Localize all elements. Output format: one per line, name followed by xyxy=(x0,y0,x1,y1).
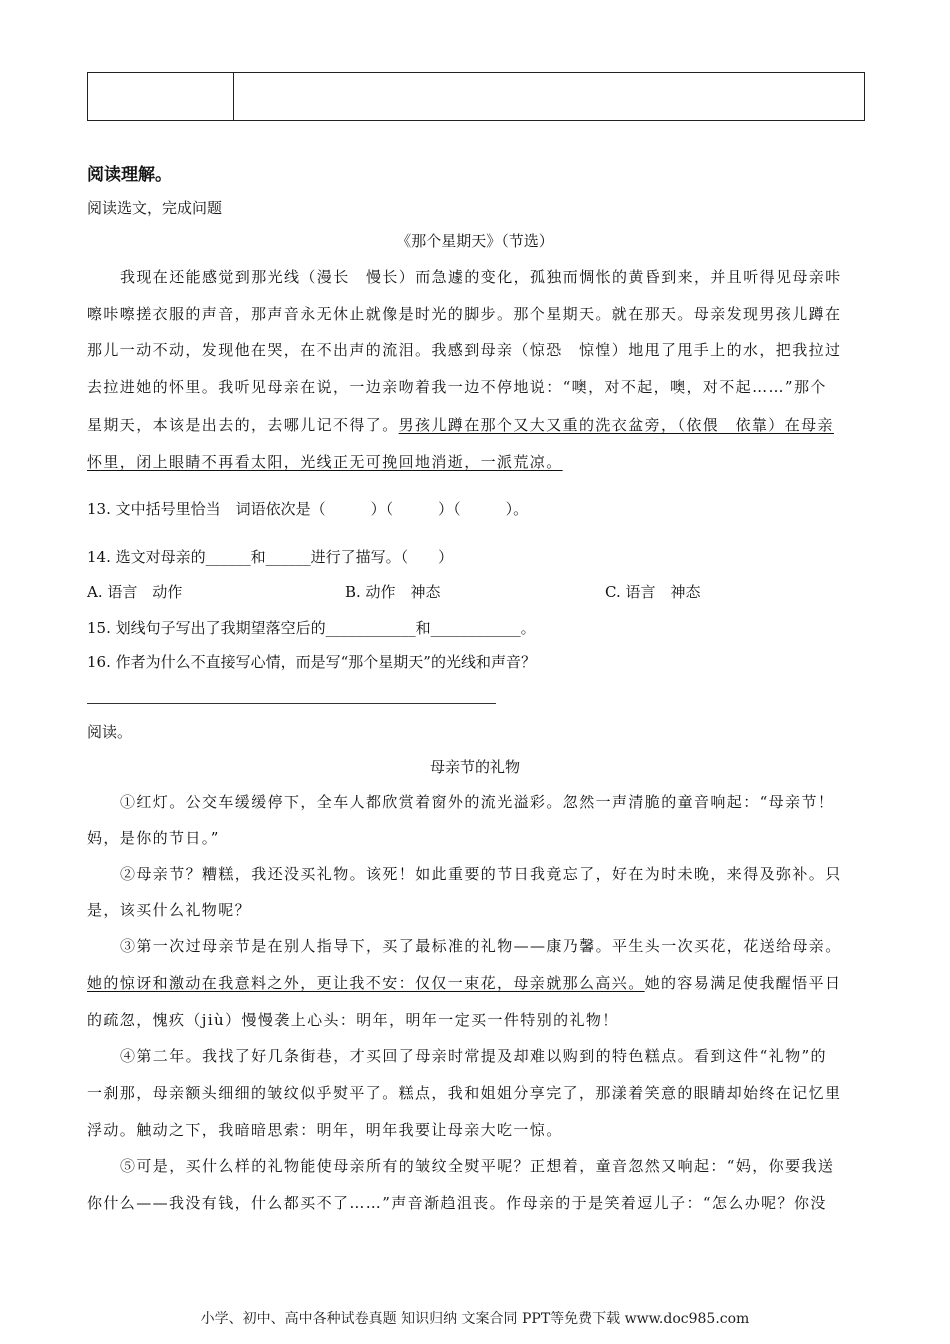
passage1-underlined-sentence-b: 怀里，闭上眼睛不再看太阳，光线正无可挽回地消逝，一派荒凉。 xyxy=(87,453,563,471)
passage1-title: 《那个星期天》（节选） xyxy=(396,232,554,250)
answer-line xyxy=(87,703,496,704)
passage1-line-1: 我现在还能感觉到那光线（漫长 慢长）而急遽的变化，孤独而惆怅的黄昏到来，并且听得见母亲咔 xyxy=(120,268,842,286)
question-14-option-c: C. 语言 神态 xyxy=(605,583,701,601)
passage2-p1-line-1: ①红灯。公交车缓缓停下，全车人都欣赏着窗外的流光溢彩。忽然一声清脆的童音响起：“母亲节！ xyxy=(120,793,835,811)
passage1-instruction: 阅读选文，完成问题 xyxy=(87,199,223,217)
question-13: 13. 文中括号里恰当 词语依次是（ ）（ ）（ ）。 xyxy=(87,500,529,518)
passage2-p3-line-2-plain: 她的容易满足使我醒悟平日 xyxy=(644,974,842,992)
passage1-line-5-plain: 星期天，本该是出去的，去哪儿记不得了。 xyxy=(87,416,399,434)
question-16: 16. 作者为什么不直接写心情，而是写“那个星期天”的光线和声音？ xyxy=(87,653,536,671)
passage2-title: 母亲节的礼物 xyxy=(429,758,520,776)
question-15: 15. 划线句子写出了我期望落空后的____________和____________。 xyxy=(87,619,536,637)
passage1-line-5 xyxy=(87,414,834,435)
passage2-p2-line-2: 是，该买什么礼物呢？ xyxy=(87,901,252,919)
table-cell-left xyxy=(88,73,234,121)
question-14-option-a: A. 语言 动作 xyxy=(87,583,183,601)
passage2-underlined-sentence: 她的惊讶和激动在我意料之外，更让我不安：仅仅一束花，母亲就那么高兴。 xyxy=(87,974,645,992)
passage1-line-4: 去拉进她的怀里。我听见母亲在说，一边亲吻着我一边不停地说：“噢，对不起，噢，对不起……”那个 xyxy=(87,378,827,396)
passage2-p3-line-2 xyxy=(87,972,841,993)
passage2-p1-line-2: 妈，是你的节日。” xyxy=(87,829,220,847)
question-14-option-b: B. 动作 神态 xyxy=(345,583,441,601)
table-cell-right xyxy=(234,73,865,121)
passage2-p2-line-1: ②母亲节？糟糕，我还没买礼物。该死！如此重要的节日我竟忘了，好在为时未晚，来得及弥补。只 xyxy=(120,865,842,883)
answer-table xyxy=(87,72,865,121)
passage2-p5-line-2: 你什么——我没有钱，什么都买不了……”声音渐趋沮丧。作母亲的于是笑着逗儿子：“怎么办呢？你没 xyxy=(87,1194,827,1212)
passage2-p4-line-2: 一刹那，母亲额头细细的皱纹似乎熨平了。糕点，我和姐姐分享完了，那漾着笑意的眼睛却始终在记忆里 xyxy=(87,1084,842,1102)
passage2-p4-line-3: 浮动。触动之下，我暗暗思索：明年，明年我要让母亲大吃一惊。 xyxy=(87,1121,563,1139)
passage2-p4-line-1: ④第二年。我找了好几条街巷，才买回了母亲时常提及却难以购到的特色糕点。看到这件“礼物”的 xyxy=(120,1047,827,1065)
question-14: 14. 选文对母亲的______和______进行了描写。（ ） xyxy=(87,548,454,566)
passage2-p3-line-1: ③第一次过母亲节是在别人指导下，买了最标准的礼物——康乃馨。平生头一次买花，花送给母亲。 xyxy=(120,937,842,955)
passage2-instruction: 阅读。 xyxy=(87,723,133,741)
passage2-p3-line-3: 的疏忽，愧疚（jiù）慢慢袭上心头：明年，明年一定买一件特别的礼物！ xyxy=(87,1011,619,1029)
section-heading: 阅读理解。 xyxy=(87,165,172,185)
passage1-line-3: 那儿一动不动，发现他在哭，在不出声的流泪。我感到母亲（惊恐 惊惶）地甩了甩手上的水，把我拉过 xyxy=(87,341,842,359)
passage1-underlined-sentence-a: 男孩儿蹲在那个又大又重的洗衣盆旁，（依偎 依靠）在母亲 xyxy=(398,416,834,434)
page-footer: 小学、初中、高中各种试卷真题 知识归纳 文案合同 PPT等免费下载 www.doc985.com xyxy=(200,1311,750,1327)
passage1-line-2: 嚓咔嚓搓衣服的声音，那声音永无休止就像是时光的脚步。那个星期天。就在那天。母亲发现男孩儿蹲在 xyxy=(87,305,842,323)
passage2-p5-line-1: ⑤可是，买什么样的礼物能使母亲所有的皱纹全熨平呢？正想着，童音忽然又响起：“妈，你要我送 xyxy=(120,1157,835,1175)
